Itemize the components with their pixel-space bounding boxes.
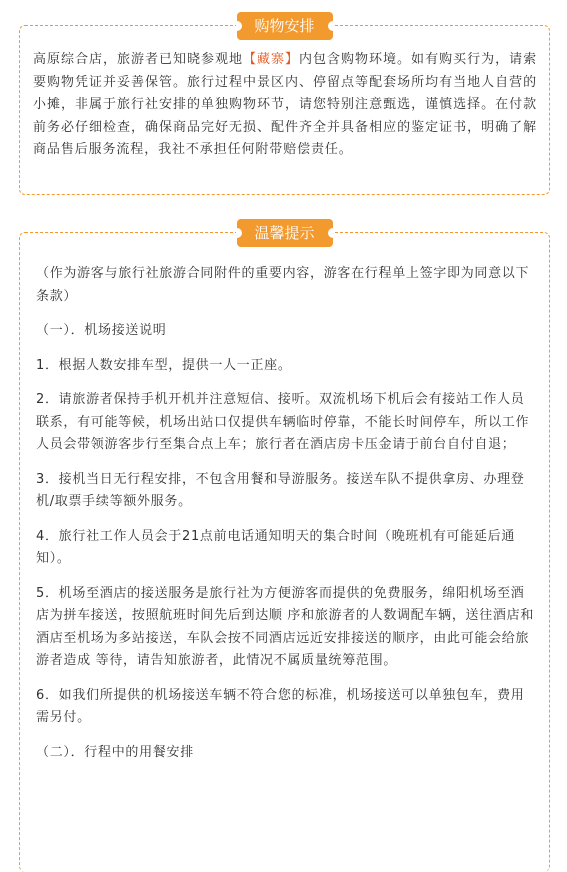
- shopping-highlight: 【藏寨】: [243, 52, 300, 67]
- tips-item-3: 3．接机当日无行程安排，不包含用餐和导游服务。接送车队不提供拿房、办理登机/取票手续等额外服务。: [36, 471, 525, 509]
- tips-intro: （作为游客与旅行社旅游合同附件的重要内容，游客在行程单上签字即为同意以下条款）: [36, 266, 530, 304]
- tips-heading-airport: （一）．机场接送说明: [36, 323, 167, 338]
- tips-section-body: [36, 263, 537, 764]
- tips-item-6: 6．如我们所提供的机场接送车辆不符合您的标准，机场接送可以单独包车，费用需另付。: [36, 687, 525, 725]
- tips-item-4: 4．旅行社工作人员会于21点前电话通知明天的集合时间（晚班机有可能延后通知）。: [36, 528, 516, 566]
- shopping-section: [19, 17, 550, 195]
- shopping-section-text: [33, 49, 537, 162]
- tips-section-title: 温馨提示: [236, 219, 332, 247]
- shopping-section-title: 购物安排: [236, 12, 332, 40]
- tips-item-2: 2．请旅游者保持手机开机并注意短信、接听。双流机场下机后会有接站工作人员联系，有可能等候，机场出站口仅提供车辆临时停靠，不能长时间停车，所以工作人员会带领游客步行至集合点上车；旅行者在酒店房卡压金请于前台自付自退；: [36, 392, 530, 452]
- tips-heading-meals: （二）．行程中的用餐安排: [36, 744, 194, 760]
- tips-item-1: 1．根据人数安排车型，提供一人一正座。: [36, 357, 292, 373]
- tips-section: [19, 224, 550, 872]
- shopping-text-start: 高原综合店，旅游者已知晓参观地: [33, 52, 244, 67]
- tips-item-5: 5．机场至酒店的接送服务是旅行社为方便游客而提供的免费服务，绵阳机场至酒店为拼车接送，按照航班时间先后到达顺 序和旅游者的人数调配车辆，送往酒店和酒店至机场为多站接送，车队会按不同酒店远近安排接送的顺序，由此可能会给旅游者造成 等待，请告知旅游者，此情况不属质量统筹范围。: [36, 585, 535, 668]
- shopping-text-rest: 内包含购物环境。如有购买行为，请索要购物凭证并妥善保管。旅行过程中景区内、停留点等配套场所均有当地人自营的小摊，非属于旅行社安排的单独购物环节，请您特别注意甄选，谨慎选择。在付款前务必仔细检查，确保商品完好无损、配件齐全并具备相应的鉴定证书，明确了解商品售后服务流程，我社不承担任何附带赔偿责任。: [33, 52, 537, 157]
